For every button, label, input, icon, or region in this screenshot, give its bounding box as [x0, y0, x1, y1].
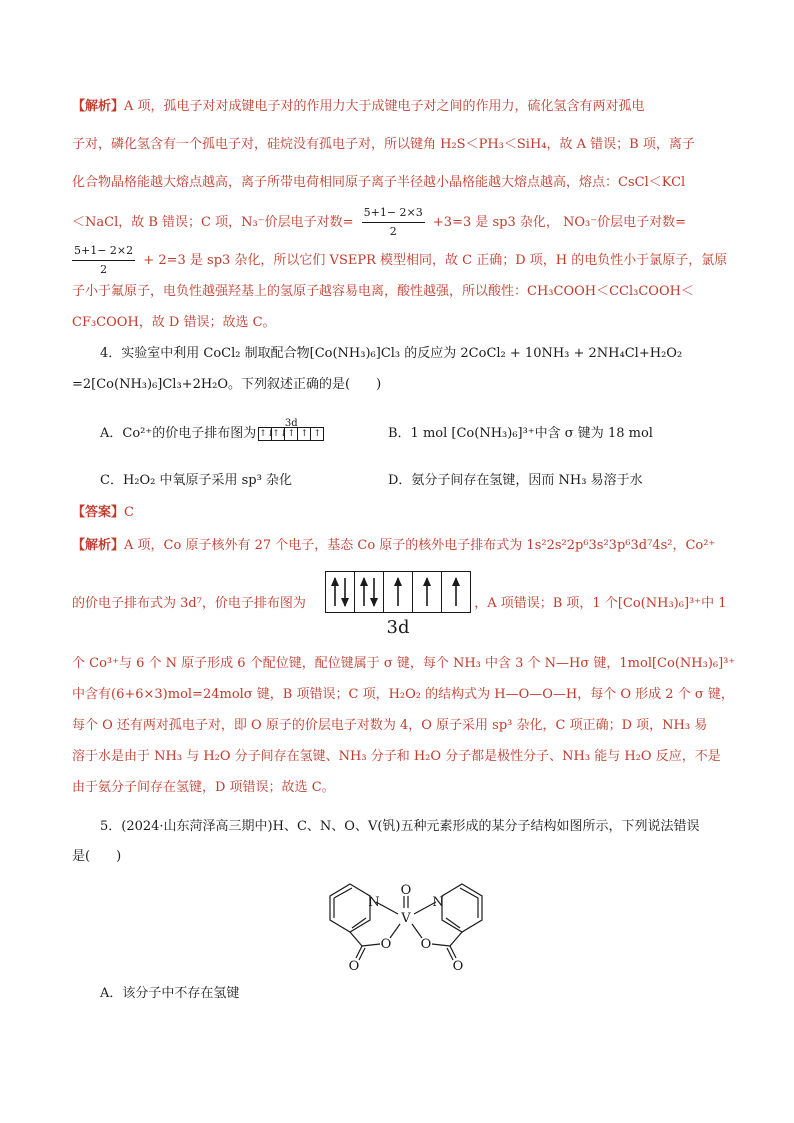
- orbital-box-small: ↑: [313, 428, 322, 439]
- orbital-label-small: 3d: [284, 417, 298, 429]
- atom-carbonyl-oxygen-left: O: [348, 959, 360, 972]
- q5-stem-line2: 是( ): [72, 849, 122, 864]
- q4-option-d: D．氨分子间存在氢键，因而 NH₃ 易溶于水: [388, 473, 643, 488]
- fraction-2: [72, 242, 135, 279]
- analysis3-line7: CF₃COOH，故 D 错误；故选 C。: [72, 315, 276, 330]
- atom-oxygen-right: O: [420, 937, 432, 952]
- atom-nitrogen-right: N: [432, 895, 444, 910]
- fraction-1: [362, 204, 425, 241]
- orbital-box-large: [413, 572, 442, 612]
- q4-option-a: [100, 417, 326, 443]
- answer-tag: 【答案】: [72, 505, 125, 520]
- analysis3-line1: [72, 98, 722, 116]
- q4-analysis-line1: [72, 537, 722, 555]
- orbital-box-large: [384, 572, 413, 612]
- q4-option-b: B．1 mol [Co(NH₃)₆]³⁺中含 σ 键为 18 mol: [388, 426, 653, 441]
- q4-analysis-line5: 每个 O 还有两对孤电子对，即 O 原子的价层电子对数为 4，O 原子采用 sp³ 杂化，C 项正确；D 项，NH₃ 易: [72, 718, 708, 733]
- fraction-2-numerator: 5+1− 2×2: [72, 242, 135, 261]
- analysis3-line6: 子小于氟原子，电负性越强羟基上的氢原子越容易电离，酸性越强，所以酸性：CH₃COOH＜CCl₃COOH＜: [72, 284, 694, 299]
- q4-analysis-line3: 个 Co³⁺与 6 个 N 原子形成 6 个配位键，配位键属于 σ 键，每个 NH₃ 中含 3 个 N—Hσ 键，1mol[Co(NH₃)₆]³⁺: [72, 656, 736, 671]
- q4-analysis-line7: 由于氨分子间存在氢键，D 项错误；故选 C。: [72, 780, 335, 795]
- orbital-box-small: ↑: [298, 428, 311, 440]
- fraction-1-numerator: 5+1− 2×3: [362, 204, 425, 223]
- atom-vanadium: V: [401, 911, 411, 926]
- analysis3-line3: 化合物晶格能越大熔点越高，离子所带电荷相同原子离子半径越小晶格能越大熔点越高，熔点：CsCl＜KCl: [72, 175, 686, 190]
- q4-analysis-text1: A 项，Co 原子核外有 27 个电子，基态 Co 原子的核外电子排布式为 1s²2s²2p⁶3s²3p⁶3d⁷4s²，Co²⁺: [124, 538, 716, 553]
- q4-stem-line2: =2[Co(NH₃)₆]Cl₃+2H₂O。下列叙述正确的是( ): [72, 377, 382, 392]
- q4-analysis-text2b: ，A 项错误；B 项，1 个[Co(NH₃)₆]³⁺中 1: [474, 596, 727, 611]
- analysis3-line4: [72, 204, 722, 241]
- q4-analysis-line4: 中含有(6+6×3)mol=24molσ 键，B 项错误；C 项，H₂O₂ 的结构式为 H—O—O—H，每个 O 形成 2 个 σ 键，: [72, 687, 734, 702]
- analysis3-text5b: + 2=3 是 sp3 杂化，所以它们 VSEPR 模型相同，故 C 正确；D 项，H 的电负性小于氯原子，氯原: [143, 253, 728, 268]
- analysis3-line5: [72, 242, 728, 279]
- q5-option-a: A．该分子中不存在氢键: [100, 986, 240, 1001]
- q5-stem-line1: 5．(2024·山东菏泽高三期中)H、C、N、O、V(钒)五种元素形成的某分子结构如图所示，下列说法错误: [100, 819, 700, 834]
- q4-analysis-line6: 溶于水是由于 NH₃ 与 H₂O 分子间存在氢键、NH₃ 分子和 H₂O 分子都是极性分子、NH₃ 能与 H₂O 反应，不是: [72, 749, 721, 764]
- atom-carbonyl-oxygen-right: O: [452, 959, 464, 972]
- analysis3-line2: 子对，磷化氢含有一个孤电子对，硅烷没有孤电子对，所以键角 H₂S＜PH₃＜SiH₄，故 A 错误；B 项，离子: [72, 137, 695, 152]
- right-ring: [442, 884, 482, 932]
- analysis3-text4a: ＜NaCl，故 B 错误；C 项，N₃⁻价层电子对数=: [72, 215, 354, 230]
- q4-answer: [72, 504, 722, 522]
- fraction-2-denominator: 2: [100, 263, 108, 276]
- answer-value: C: [124, 505, 134, 520]
- orbital-diagram-small: [258, 417, 324, 441]
- orbital-diagram-large: [325, 571, 471, 638]
- q4-analysis-text2a: 的价电子排布式为 3d⁷，价电子排布图为: [72, 596, 306, 611]
- orbital-box-large: [355, 572, 384, 612]
- atom-nitrogen-left: N: [368, 895, 380, 910]
- orbital-label-large: 3d: [386, 617, 410, 638]
- orbital-box-large: [326, 572, 355, 612]
- molecular-structure-figure: [316, 872, 496, 972]
- orbital-box-small: ↑↓: [259, 428, 275, 439]
- analysis-tag: 【解析】: [72, 99, 125, 114]
- analysis3-text4b: +3=3 是 sp3 杂化， NO₃⁻价层电子对数=: [432, 215, 687, 230]
- orbital-box-small: ↑: [285, 428, 298, 440]
- atom-oxygen-left: O: [380, 937, 392, 952]
- analysis-tag: 【解析】: [72, 538, 125, 553]
- analysis3-text1: A 项，孤电子对对成键电子对的作用力大于成键电子对之间的作用力，硫化氢含有两对孤电: [124, 99, 645, 114]
- left-ring: [330, 884, 370, 932]
- fraction-1-denominator: 2: [389, 225, 397, 238]
- orbital-box-small: ↑↓: [272, 428, 288, 439]
- orbital-box-large: [442, 572, 470, 612]
- q4-option-a-text: A．Co²⁺的价电子排布图为: [100, 426, 257, 441]
- orbital-boxes-large: [325, 571, 471, 613]
- q4-stem-line1: 4．实验室中利用 CoCl₂ 制取配合物[Co(NH₃)₆]Cl₃ 的反应为 2CoCl₂ + 10NH₃ + 2NH₄Cl+H₂O₂: [100, 346, 683, 361]
- atom-oxo-oxygen: O: [400, 883, 412, 898]
- q4-option-c: C．H₂O₂ 中氧原子采用 sp³ 杂化: [100, 473, 292, 488]
